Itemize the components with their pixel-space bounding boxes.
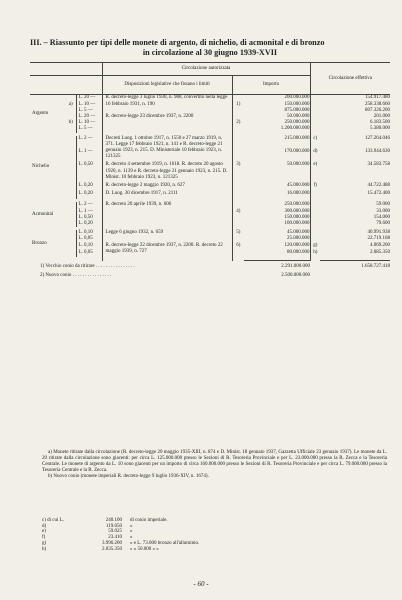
coin-denomination: L. 20 — xyxy=(76,114,102,120)
footnote-value: 240.100 xyxy=(105,518,122,523)
importo-value: 45.000.000 xyxy=(287,230,310,236)
group-label-argento: Argento xyxy=(32,110,49,116)
row-mark xyxy=(66,95,76,102)
footnote-label: g) xyxy=(42,540,47,546)
effettiva-note: h) xyxy=(310,250,320,257)
row-note: 4) xyxy=(232,209,244,215)
footnote-value: 2.035.350 xyxy=(102,546,122,552)
row-note xyxy=(232,250,244,257)
row-mark xyxy=(66,191,76,199)
totals-dots: . . . . . . . . . . . . . . . . xyxy=(95,263,135,269)
totals-row xyxy=(30,270,390,279)
footnote-label: f) xyxy=(42,535,46,541)
row-mark xyxy=(66,243,76,250)
header-importo: Importo xyxy=(232,76,310,95)
effettiva-value: 5.380.000 xyxy=(370,126,391,132)
effettiva-note: g) xyxy=(310,243,320,250)
table-row xyxy=(30,162,390,183)
coin-denomination: L. 20 — xyxy=(76,95,102,102)
effettiva-note: d) xyxy=(310,149,320,162)
coin-denomination: L. 0,50 xyxy=(76,215,102,221)
legal-provision: D. Luog. 30 dicembre 1917, n. 2111 xyxy=(102,191,232,199)
table-row xyxy=(30,243,390,250)
title-line-1: III. – Riassunto per tipi delle monete di argento, di nichelio, di acmonital e di bronzo xyxy=(30,38,325,47)
importo-value: 875.000.000 xyxy=(284,107,310,113)
coin-denomination: L. 1 — xyxy=(76,149,102,162)
row-mark xyxy=(66,162,76,183)
effettiva-note: f) xyxy=(310,183,320,191)
row-note xyxy=(232,95,244,102)
importo-value: 150.000.000 xyxy=(284,101,310,107)
footnote-rest: di conio imperiale. xyxy=(130,518,168,523)
importo-value: 100.000.000 xyxy=(284,221,310,227)
footnote-label: c) di cui L. xyxy=(42,518,64,523)
effettiva-note xyxy=(310,95,320,102)
coin-denomination: L. 0,10 xyxy=(76,230,102,236)
importo-value: 50.000.000 xyxy=(287,162,310,168)
coin-denomination: L. 0,05 xyxy=(76,250,102,257)
table-row xyxy=(30,136,390,149)
row-note: 6) xyxy=(232,243,244,250)
footnote-rest: » xyxy=(130,523,133,529)
footnote-value: 3.996.200 xyxy=(102,540,122,546)
row-note: 5) xyxy=(232,230,244,236)
row-note: 2) xyxy=(232,120,244,126)
importo-value: 170.000.000 xyxy=(284,149,310,155)
effettiva-value: 34.583.758 xyxy=(367,162,391,168)
header-circolazione-effettiva: Circolazione effettiva xyxy=(310,63,390,95)
importo-value: 1.200.000.000 xyxy=(280,126,310,132)
note-a: a) Monete ritirate dalla circolazione (R. decreto-legge 20 maggio 1935-XIII, n. 874 e D. Minist. 18 gennaio 1937, Gazzetta Ufficiale 23 gennaio 1937). Le monete da L. 20 ritirate dalla circolazione sono giacenti: per circa L. 125.000.000 presso le Sezioni di R. Tesoreria Provinciale e per L. 23.000.000 presso la R. Zecca e la Tesoreria Centrale. Le monete di argento da L. 10 sono giacenti per un importo di circa 160.000.000 presso le Sezioni di R. Tesoreria Provinciale e per circa L. 79.000.000 presso la Tesoreria Centrale e la R. Zecca. xyxy=(42,450,387,473)
totals-body xyxy=(30,261,390,280)
totals-importo: 2.500.000.000 xyxy=(281,273,311,279)
table-row xyxy=(30,191,390,199)
importo-value: 250.000.000 xyxy=(284,120,310,126)
row-note: 1) xyxy=(232,102,244,108)
coin-denomination: L. 0,20 xyxy=(76,183,102,191)
effettiva-value: 127.264.046 xyxy=(365,135,391,141)
coin-denomination: L. 2 — xyxy=(76,202,102,208)
footnote-rest: » xyxy=(130,529,133,535)
effettiva-value: 258.338.660 xyxy=(365,101,391,107)
coin-denomination: L. 0,20 xyxy=(76,221,102,227)
coin-denomination: L. 5 — xyxy=(76,126,102,132)
importo-value: 120.000.000 xyxy=(284,242,310,248)
legal-provision: R. decreto-legge 22 dicembre 1937, n. 2200. R. decreto 22 maggio 1939, n. 727 xyxy=(102,243,232,257)
group-label-acmonital: Acmonital xyxy=(32,211,54,217)
group-label-bronzo: Bronzo xyxy=(32,240,47,246)
totals-label: Vecchio conio da ritirare xyxy=(45,263,95,269)
totals-label: Nuovo conio xyxy=(45,273,72,279)
totals-effettiva xyxy=(320,270,390,279)
row-note xyxy=(232,191,244,199)
effettiva-value: 201.000 xyxy=(373,114,391,120)
coin-denomination: L. 10 — xyxy=(76,120,102,126)
effettiva-value: 15.472.400 xyxy=(367,191,391,197)
coin-denomination: L. 5 — xyxy=(76,108,102,114)
table-row xyxy=(30,183,390,191)
effettiva-value: 154.000 xyxy=(373,214,391,220)
legal-provision: R. decreto 4 settembre 1919, n. 1618. R. decreto 20 agosto 1920, n. 1139 e R. decreto-legge 21 gennaio 1923, n. 215. D. Minist. 10 febbraio 1923, n. 121325 xyxy=(102,162,232,183)
legal-provision: Legge 6 giugno 1932, n. 659 xyxy=(102,230,232,242)
title-line-2: in circolazione al 30 giugno 1939-XVII xyxy=(142,48,278,57)
importo-value: 150.000.000 xyxy=(284,214,310,220)
importo-value: 80.000.000 xyxy=(287,249,310,255)
effettiva-note: c) xyxy=(310,136,320,149)
importo-value: 16.000.000 xyxy=(287,191,310,197)
effettiva-value: 4.069.200 xyxy=(370,242,391,248)
row-mark: a) xyxy=(68,101,73,107)
row-note xyxy=(232,149,244,162)
importo-value: 250.000.000 xyxy=(284,202,310,208)
row-mark xyxy=(66,183,76,191)
row-mark xyxy=(66,149,76,162)
effettiva-value: 33.000 xyxy=(376,208,391,214)
coins-table xyxy=(30,62,390,279)
coin-denomination: L. 0,05 xyxy=(76,236,102,242)
footnote-rest: » e L. 73.000 bronzo all'alluminio. xyxy=(130,540,200,546)
importo-value: 45.000.000 xyxy=(287,183,310,189)
row-note xyxy=(232,183,244,191)
effettiva-value: 22.719.168 xyxy=(367,236,391,242)
effettiva-value: 40.991.938 xyxy=(367,230,391,236)
footnote-value: 23.410 xyxy=(108,535,122,541)
note-b: b) Nuovo conio (monete imperiali R. decreto-legge 9 luglio 1936-XIV, n. 1674). xyxy=(48,474,209,479)
footnote-label: h) xyxy=(42,546,47,552)
coin-denomination: L. 0,20 xyxy=(76,191,102,199)
legal-provision: R. decreto-legge 3 luglio 1930, n. 988, convertito nella legge 16 febbraio 1931, n. 190 xyxy=(102,95,232,114)
importo-value: 25.000.000 xyxy=(287,236,310,242)
table-row xyxy=(30,95,390,102)
row-note xyxy=(232,136,244,149)
effettiva-value: 154.917.480 xyxy=(365,95,391,101)
effettiva-value: 2.085.350 xyxy=(370,249,391,255)
coin-denomination: L. 0,50 xyxy=(76,162,102,183)
legal-provision: R. decreto 20 aprile 1939, n. 606 xyxy=(102,202,232,227)
totals-effettiva: 1.658.727.418 xyxy=(320,261,390,271)
totals-importo: 2.291.000.000 xyxy=(244,261,310,271)
footnote-rest: » xyxy=(130,535,133,541)
row-mark xyxy=(66,136,76,149)
effettiva-note: e) xyxy=(310,162,320,183)
footnotes xyxy=(42,518,342,552)
totals-dots: . . . . . . . . . . . . . . . . xyxy=(72,273,112,279)
legal-provision: R. decreto-legge 2 maggio 1920, n. 627 xyxy=(102,183,232,191)
row-mark: b) xyxy=(68,120,73,126)
effettiva-value: 79.600 xyxy=(376,221,391,227)
coin-denomination: L. 1 — xyxy=(76,209,102,215)
footnote-line xyxy=(42,547,342,553)
importo-value: 200.000.000 xyxy=(284,95,310,101)
page-number: - 60 - xyxy=(193,580,209,588)
table-body xyxy=(30,95,390,261)
coin-denomination: L. 2 — xyxy=(76,136,102,149)
coin-denomination: L. 0,10 xyxy=(76,243,102,250)
totals-mark: 1) xyxy=(40,263,45,269)
notes-section xyxy=(42,450,387,480)
importo-value: 50.000.000 xyxy=(287,114,310,120)
effettiva-value: 6.183.500 xyxy=(370,120,391,126)
coin-denomination: L. 10 — xyxy=(76,102,102,108)
effettiva-value: 807.326.200 xyxy=(365,107,391,113)
effettiva-value: 59.000 xyxy=(376,202,391,208)
importo-value: 300.000.000 xyxy=(284,208,310,214)
totals-row xyxy=(30,261,390,271)
footnote-label: e) xyxy=(42,529,46,535)
header-disposizioni: Disposizioni legislative che fissano i limiti xyxy=(102,76,232,95)
effettiva-value: 133.944.630 xyxy=(365,149,391,155)
totals-mark: 2) xyxy=(40,273,45,279)
footnote-label: d) xyxy=(42,523,47,529)
legal-provision: R. decreto-legge 23 dicembre 1937, n. 2200 xyxy=(102,114,232,133)
effettiva-value: 44.722.488 xyxy=(367,183,391,189)
footnote-value: 119.050 xyxy=(105,523,122,529)
effettiva-note xyxy=(310,191,320,199)
footnote-value: 59.025 xyxy=(108,529,122,535)
importo-value: 215.000.000 xyxy=(284,135,310,141)
group-label-nichelio: Nichelio xyxy=(32,164,50,170)
legal-provision: Decreti Luog. 1 ottobre 1917, n. 1550 e 27 marzo 1919, n. 371. Legge 17 febbraio 1921, n. 141 e R. decreto-legge 21 gennaio 1923, n. 215. D. Ministeriale 10 febbraio 1923, n. 121325 xyxy=(102,136,232,163)
row-mark xyxy=(66,250,76,257)
table-header xyxy=(30,63,390,76)
row-note: 3) xyxy=(232,162,244,183)
header-circolazione-autorizzata: Circolazione autorizzata xyxy=(102,63,310,76)
table-title xyxy=(30,38,390,58)
footnote-rest: » » 50.000 » » xyxy=(130,546,159,552)
